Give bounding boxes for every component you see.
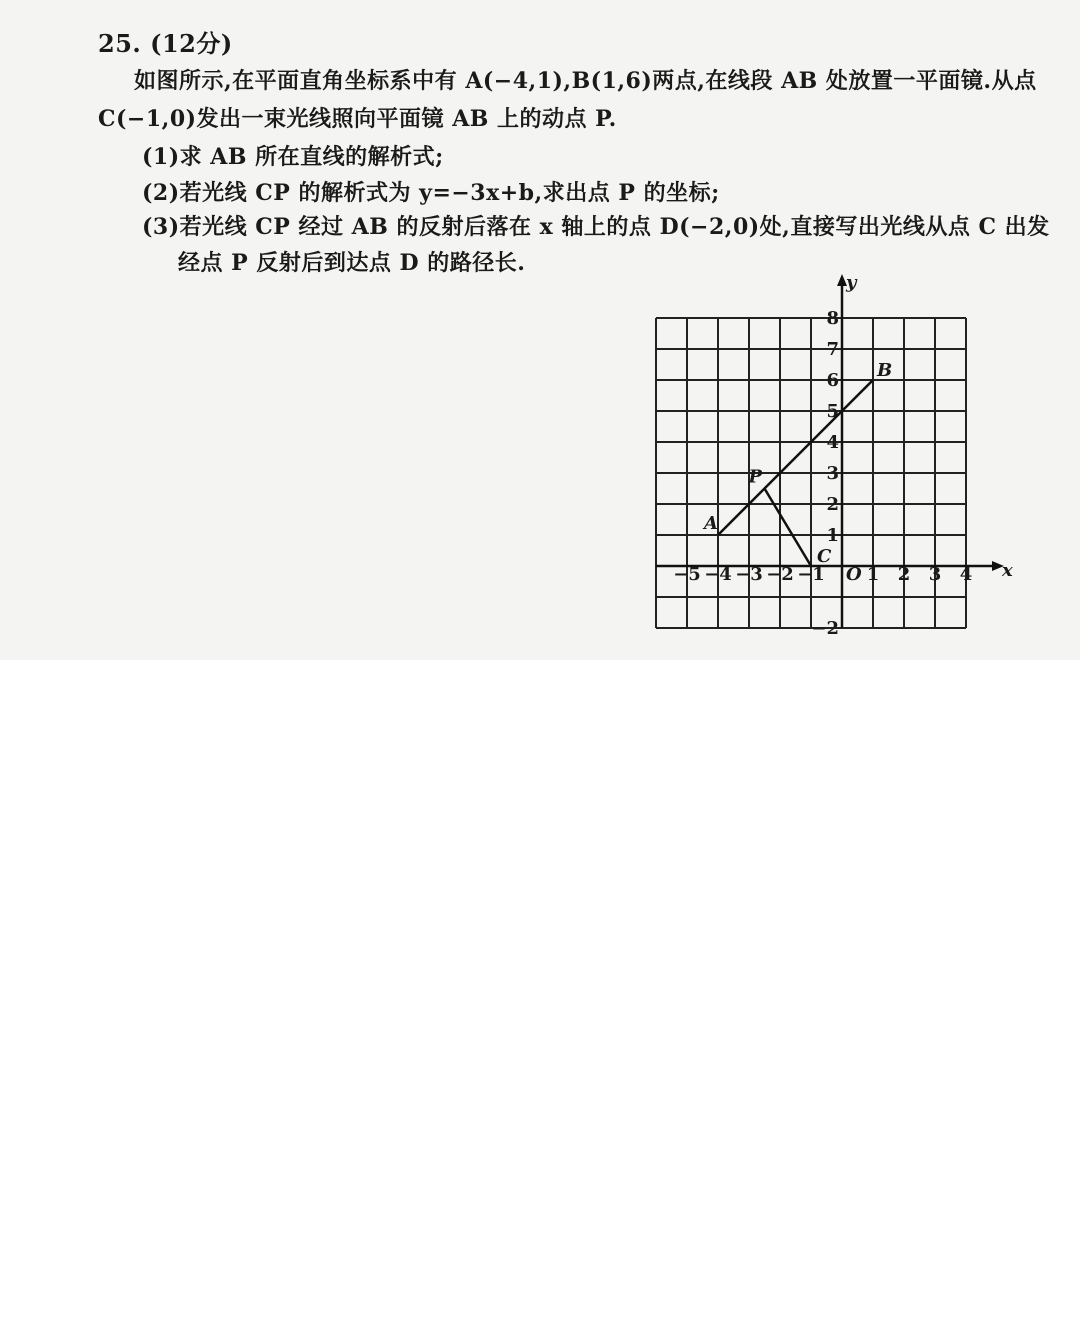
x-tick-label: 3 xyxy=(928,564,942,585)
y-tick-label: 3 xyxy=(826,463,839,484)
point-label-p: P xyxy=(748,466,763,488)
point-label-c: C xyxy=(817,546,832,567)
x-tick-label: −2 xyxy=(766,564,794,585)
y-axis-label: y xyxy=(846,272,857,293)
x-tick-label: −5 xyxy=(673,564,701,585)
y-tick-label: 5 xyxy=(826,401,839,422)
x-tick-label: −1 xyxy=(797,564,825,585)
y-tick-label: 1 xyxy=(826,525,839,546)
point-label-b: B xyxy=(877,360,893,381)
x-tick-label: −3 xyxy=(735,564,763,585)
origin-label: O xyxy=(846,564,862,585)
y-tick-label: −2 xyxy=(811,618,839,639)
x-tick-label: 1 xyxy=(866,564,880,585)
y-tick-label: 6 xyxy=(826,370,839,391)
point-label-a: A xyxy=(704,513,718,534)
question-3-line-1: (3)若光线 CP 经过 AB 的反射后落在 x 轴上的点 D(−2,0)处,直接写出光线从点 C 出发 xyxy=(142,214,1050,240)
coordinate-figure xyxy=(640,270,1020,640)
question-2: (2)若光线 CP 的解析式为 y=−3x+b,求出点 P 的坐标; xyxy=(142,180,720,206)
problem-statement-line-2: C(−1,0)发出一束光线照向平面镜 AB 上的动点 P. xyxy=(98,106,617,132)
question-1: (1)求 AB 所在直线的解析式; xyxy=(142,144,444,170)
coordinate-grid-svg xyxy=(640,270,1020,640)
problem-header: 25. (12分) xyxy=(98,29,233,58)
problem-statement-line-1: 如图所示,在平面直角坐标系中有 A(−4,1),B(1,6)两点,在线段 AB 处放置一平面镜.从点 xyxy=(134,68,1037,94)
question-3-line-2: 经点 P 反射后到达点 D 的路径长. xyxy=(178,250,526,276)
y-tick-label: 4 xyxy=(826,432,839,453)
y-tick-label: 7 xyxy=(826,339,839,360)
y-tick-label: 8 xyxy=(826,308,839,329)
x-tick-label: 4 xyxy=(959,564,973,585)
y-tick-label: 2 xyxy=(826,494,839,515)
x-tick-label: 2 xyxy=(897,564,911,585)
segment-cp xyxy=(765,489,812,567)
segment-ab xyxy=(718,380,873,535)
x-tick-label: −4 xyxy=(704,564,732,585)
x-axis-label: x xyxy=(1002,560,1013,581)
